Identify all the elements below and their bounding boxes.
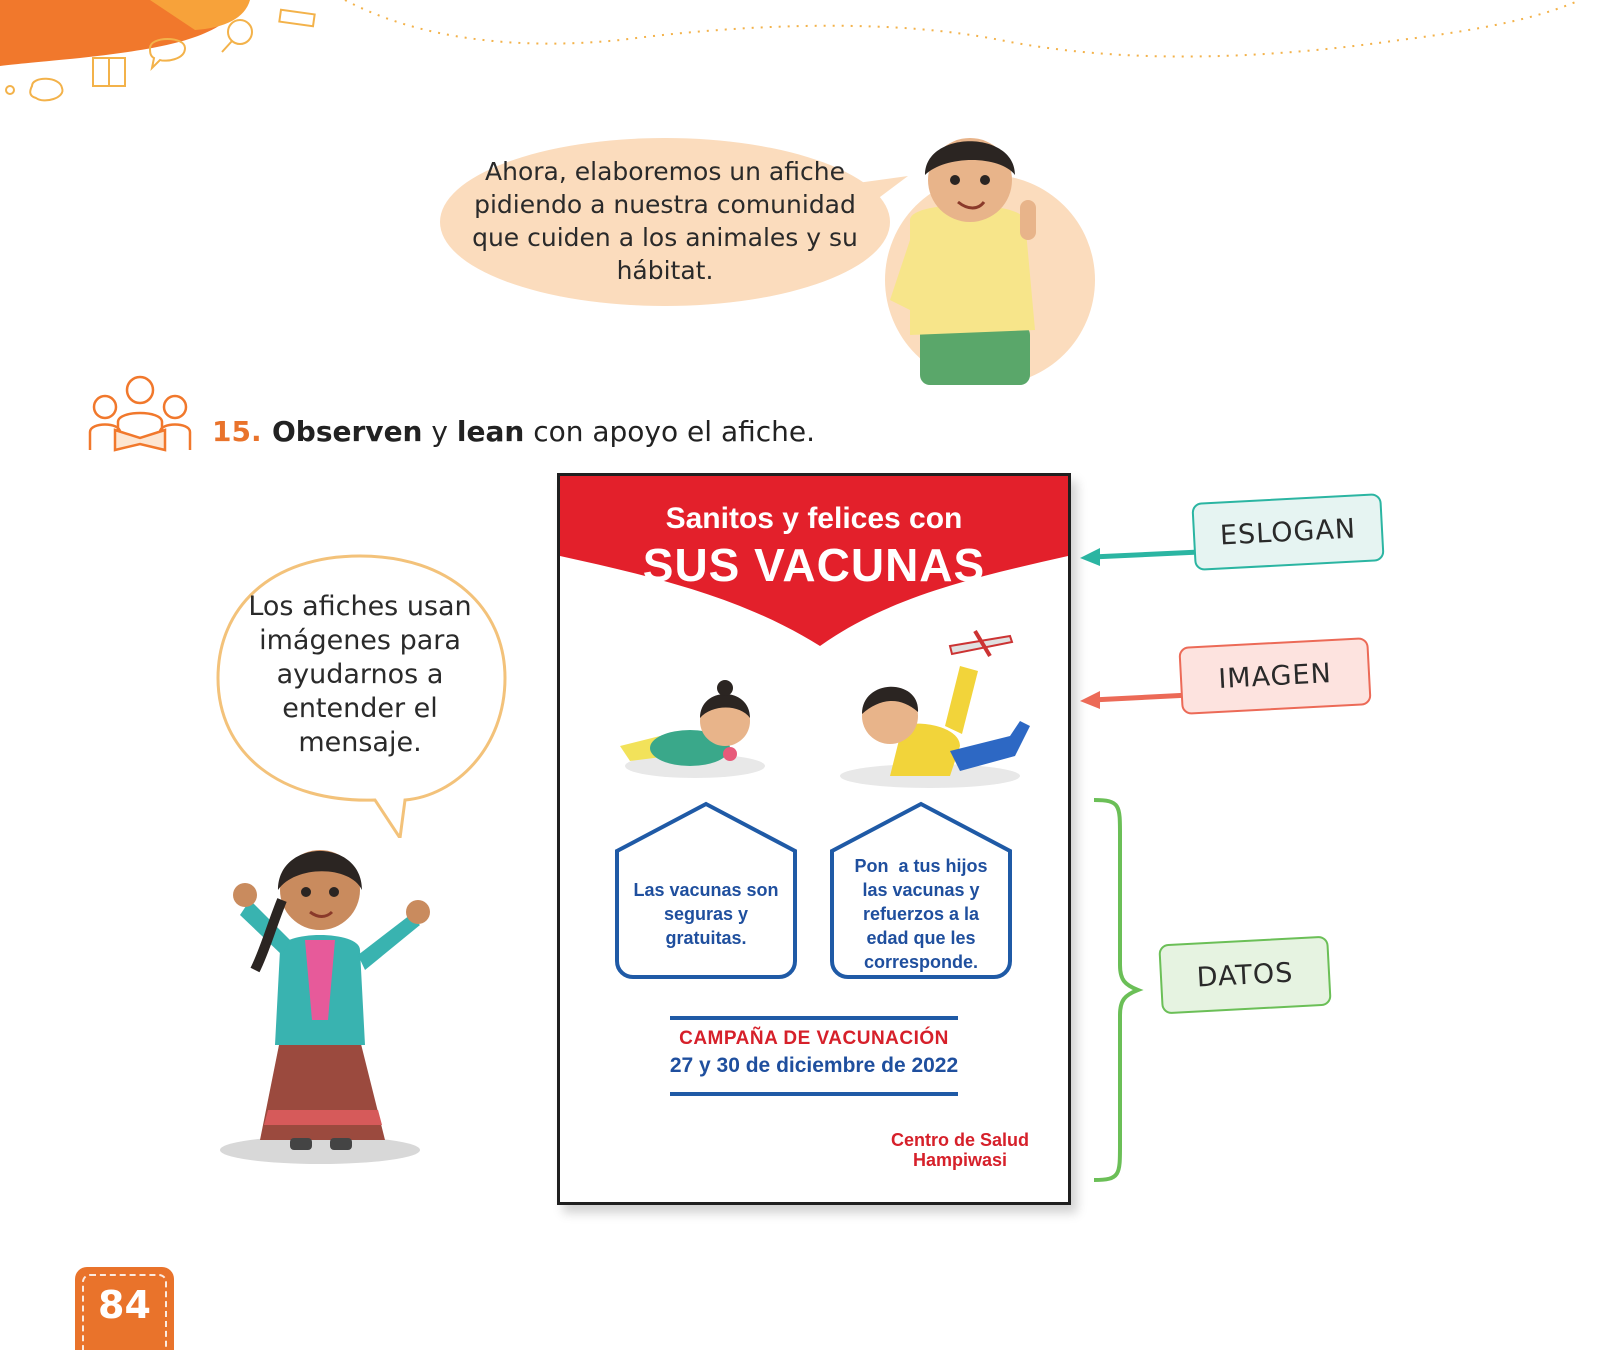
- question-text: [272, 415, 815, 448]
- poster-divider-bottom: [670, 1092, 958, 1096]
- label-eslogan: ESLOGAN: [1191, 493, 1384, 571]
- vaccination-poster: [557, 473, 1071, 1205]
- poster-info-box-1-text: Las vacunas son seguras y gratuitas.: [633, 880, 779, 948]
- poster-divider-top: [670, 1016, 958, 1020]
- poster-campaign-title: CAMPAÑA DE VACUNACIÓN: [679, 1028, 949, 1049]
- question-verb-lean: lean: [456, 415, 525, 448]
- question-verb-observen: Observen: [272, 415, 423, 448]
- label-imagen: IMAGEN: [1178, 637, 1371, 715]
- question-number: 15.: [212, 415, 262, 448]
- poster-slogan-line-2: SUS VACUNAS: [642, 539, 986, 591]
- page-number: 84: [98, 1283, 151, 1327]
- boy-illustration: [870, 110, 1110, 390]
- poster-info-box-2-text: Pon a tus hijos las vacunas y refuerzos a la edad que les corresponde.: [854, 856, 993, 972]
- speech-bubble-girl-text: Los afiches usan imágenes para ayudarnos a entender el mensaje.: [248, 591, 472, 758]
- poster-slogan-line-1: Sanitos y felices con: [665, 502, 963, 535]
- question-connector: y: [422, 415, 457, 448]
- top-decoration: [0, 0, 1600, 120]
- poster-children-illustration: [600, 626, 1030, 806]
- label-datos: DATOS: [1158, 936, 1331, 1015]
- speech-bubble-boy-text: Ahora, elaboremos un afiche pidiendo a nuestra comunidad que cuiden a los animales y su hábitat.: [472, 157, 858, 285]
- question-rest: con apoyo el afiche.: [524, 415, 816, 448]
- group-reading-icon: [85, 372, 195, 452]
- girl-illustration: [210, 820, 470, 1170]
- datos-brace: [1090, 795, 1160, 1185]
- poster-campaign-date: 27 y 30 de diciembre de 2022: [669, 1054, 959, 1077]
- poster-health-center: Centro de Salud Hampiwasi: [890, 1130, 1029, 1170]
